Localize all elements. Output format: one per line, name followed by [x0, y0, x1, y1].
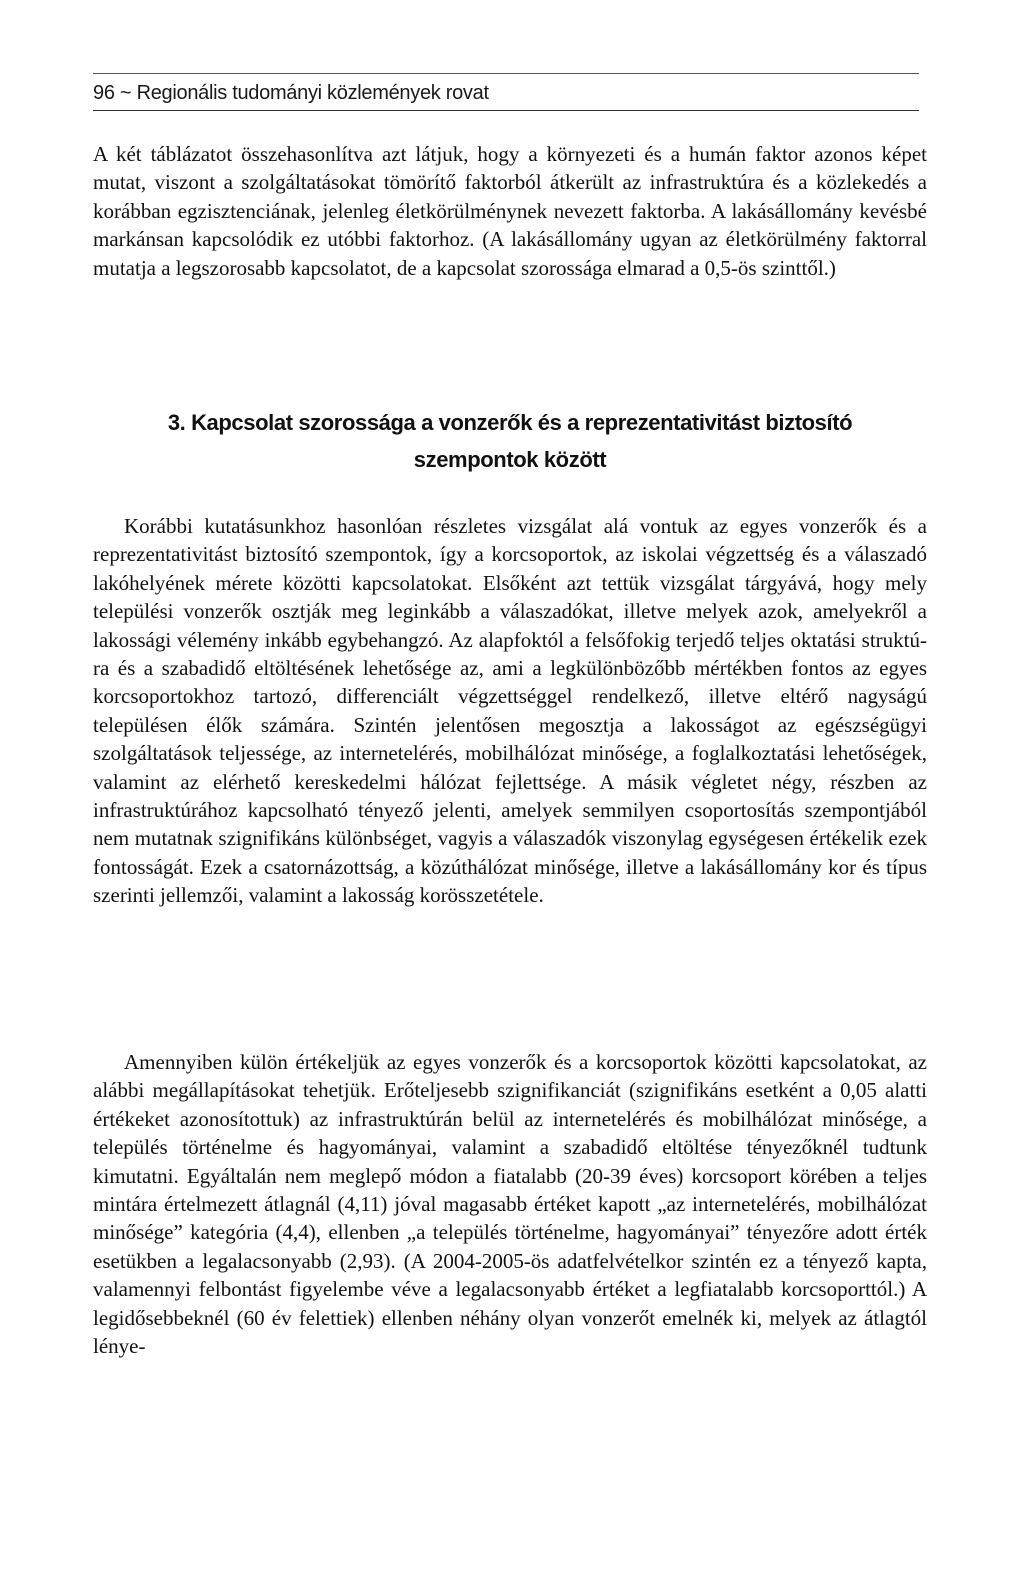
- section-heading: [93, 404, 927, 478]
- header-rule-top: [93, 73, 919, 74]
- section-heading-line-1: 3. Kapcsolat szorossága a vonzerők és a reprezentativitást biztosító: [167, 410, 853, 435]
- page-number: 96: [93, 82, 115, 104]
- header-rule-bottom: [93, 110, 919, 111]
- paragraph-2: Korábbi kutatásunkhoz hasonlóan részletes vizsgálat alá vontuk az egyes vonzerők és a reprezentativitást biztosító szempontok, így a korcsoportok, az iskolai végzettség és a válaszadó lakóhelyének mérete közötti kapcsolatokat. Elsőként azt tettük vizsgálat tárgyává, hogy mely települési vonzerők osztják meg leginkább a válaszadókat, illetve melyek azok, amelyekről a lakossági vélemény inkább egybehangzó. Az alapfoktól a felsőfokig terjedő teljes oktatási struktúra és a szabadidő eltöltésének lehetősége az, ami a legkülönbözőbb mértékben fontos az egyes korcsoportokhoz tartozó, differenciált végzettséggel rendelkező, illetve eltérő nagyságú településen élők számára. Szintén jelentősen megosztja a lakosságot az egészségügyi szolgáltatások teljessége, az internetelérés, mobilhálózat minősége, a foglalkoztatási lehetőségek, valamint az elérhető kereskedelmi hálózat fejlettsége. A másik végletet négy, részben az infrastruktúrához kapcsolható tényező jelenti, amelyek semmilyen csoportosítás szempontjából nem mutatnak szignifikáns különbséget, vagyis a válaszadók viszonylag egységesen értékelik ezek fontosságát. Ezek a csatornázottság, a közúthálózat minősége, illetve a lakásállomány kor és típus szerinti jellemzői, valamint a lakosság korösszetétele.: [93, 514, 927, 908]
- header-text: [93, 82, 489, 105]
- section-heading-line-2: szempontok között: [413, 447, 607, 472]
- paragraph-3: Amennyiben külön értékeljük az egyes vonzerők és a korcsoportok közötti kapcsolatokat, az alábbi megállapításokat tehetjük. Erőteljesebb szignifikanciát (szignifikáns esetként a 0,05 alatti értékeket azonosítottuk) az infrastruktúrán belül az internetelérés és mobilhálózat minősége, a település történelme és hagyományai, valamint a szabadidő eltöltése tényezőknél tudtunk kimutatni. Egyáltalán nem meglepő módon a fiatalabb (20-39 éves) korcsoport körében a teljes mintára értelmezett átlagnál (4,11) jóval magasabb értéket kapott „az internetelérés, mobilhálózat minősége” kategória (4,4), ellenben „a település történelme, hagyományai” tényezőre adott érték esetükben a legalacsonyabb (2,93). (A 2004-2005-ös adatfelvételkor szintén ez a tényező kapta, valamennyi felbontást figyelembe véve a legalacsonyabb értéket a legfiatalabb korcsoporttól.) A legidősebbeknél (60 év felettiek) ellenben néhány olyan vonzerőt emelnék ki, melyek az átlagtól lénye-: [93, 1050, 927, 1359]
- paragraph-1: A két táblázatot összehasonlítva azt látjuk, hogy a környezeti és a humán faktor azonos képet mutat, viszont a szolgáltatásokat tömörítő faktorból átkerült az infrastruktúra és a közlekedés a korábban egzisztenciának, jelenleg életkörülménynek nevezett faktorba. A lakásállomány kevésbé markánsan kapcsolódik ez utóbbi faktorhoz. (A lakásállomány ugyan az életkörülmény faktorral mutatja a legszorosabb kapcsolatot, de a kapcsolat szorossága elmarad a 0,5-ös szinttől.): [93, 142, 927, 280]
- running-header: [93, 80, 923, 116]
- section-title: Regionális tudományi közlemények rovat: [136, 82, 489, 104]
- header-separator: ~: [119, 82, 132, 104]
